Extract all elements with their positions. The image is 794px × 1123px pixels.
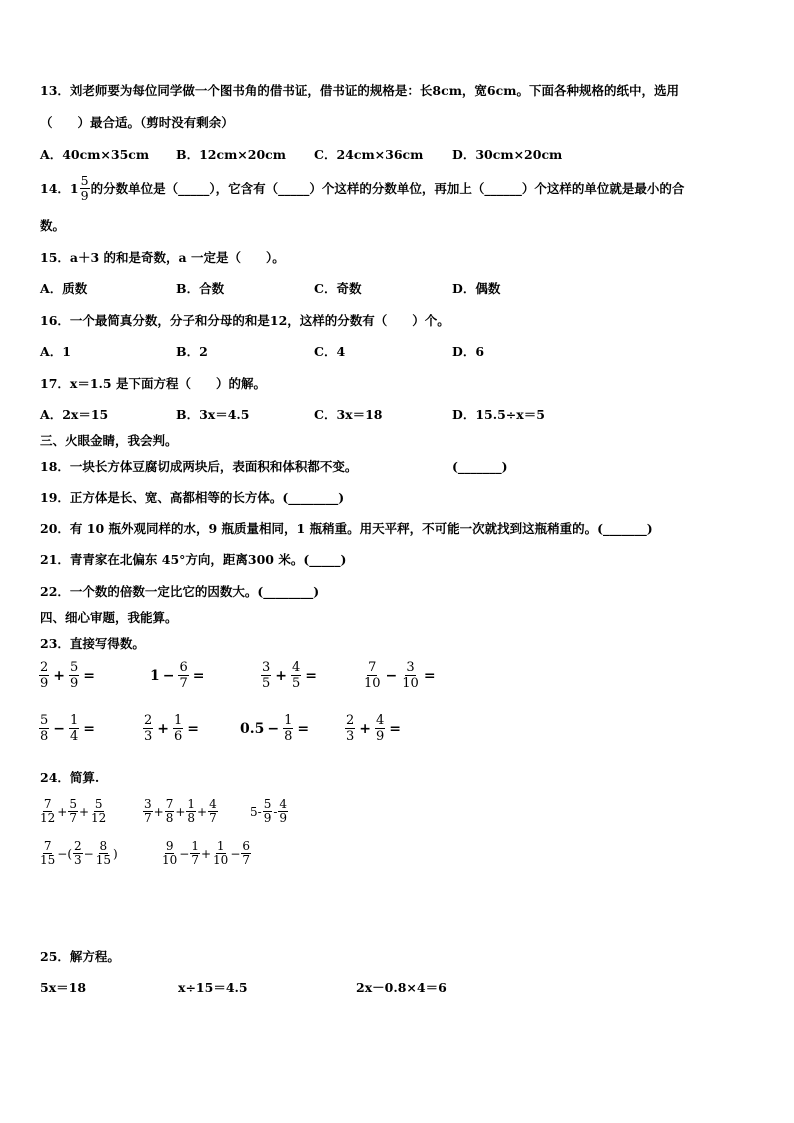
- denominator: 7: [69, 811, 77, 825]
- fraction: [143, 798, 153, 825]
- math-operator: 0.5: [240, 720, 265, 737]
- math-operator: =: [83, 720, 96, 737]
- numerator: 8: [99, 839, 108, 853]
- math-operator: =: [389, 720, 402, 737]
- denominator: 8: [284, 729, 293, 744]
- section-4-heading: 四、细心审题，我能算。: [40, 610, 178, 625]
- q15-stem: 15．a＋3 的和是奇数，a 一定是（ ）。: [40, 250, 285, 265]
- q13-option-a: A．40cm×35cm: [40, 147, 150, 162]
- denominator: 7: [144, 811, 152, 825]
- fraction: [39, 798, 56, 825]
- numerator: 6: [179, 660, 188, 675]
- numerator: 2: [144, 713, 153, 728]
- q18-answer-blank[interactable]: (_______): [452, 459, 508, 474]
- q25-title: 25．解方程。: [40, 949, 120, 964]
- math-operator: 5-: [250, 804, 262, 819]
- numerator: 2: [40, 660, 49, 675]
- numerator: 5: [80, 173, 89, 188]
- math-operator: +: [275, 667, 288, 684]
- section-3-heading: 三、火眼金睛，我会判。: [40, 433, 178, 448]
- q23-item-6: [142, 713, 202, 744]
- q15-option-d: D．偶数: [452, 281, 501, 296]
- q17-option-a: A．2x＝15: [40, 407, 109, 422]
- fraction: [69, 660, 79, 691]
- numerator: 1: [70, 713, 79, 728]
- numerator: 4: [209, 797, 217, 811]
- math-operator: −: [267, 720, 280, 737]
- numerator: 3: [144, 797, 152, 811]
- math-operator: −: [385, 667, 398, 684]
- denominator: 8: [187, 811, 196, 825]
- q17-option-c: C．3x＝18: [314, 407, 383, 422]
- q16-option-c: C．4: [314, 344, 346, 359]
- denominator: 10: [162, 853, 178, 867]
- fraction: [263, 798, 273, 825]
- math-operator: −(: [57, 846, 73, 861]
- denominator: 7: [209, 811, 217, 825]
- denominator: 7: [191, 853, 199, 867]
- numerator: 4: [279, 797, 288, 811]
- denominator: 5: [292, 676, 301, 691]
- fraction: [283, 713, 293, 744]
- math-operator: +: [197, 804, 208, 819]
- q13-option-d: D．30cm×20cm: [452, 147, 563, 162]
- denominator: 3: [144, 729, 153, 744]
- denominator: 6: [174, 729, 183, 744]
- numerator: 5: [94, 797, 103, 811]
- numerator: 9: [165, 839, 174, 853]
- q14-mixed-integer: 1: [69, 180, 79, 196]
- math-operator: ): [113, 846, 118, 861]
- fraction: [190, 840, 200, 867]
- denominator: 9: [80, 188, 89, 203]
- denominator: 3: [74, 853, 82, 867]
- math-operator: =: [187, 720, 200, 737]
- math-operator: =: [423, 667, 436, 684]
- fraction: [363, 660, 382, 691]
- numerator: 6: [242, 839, 251, 853]
- math-operator: −: [53, 720, 66, 737]
- q16-option-b: B．2: [176, 344, 208, 359]
- fraction: [73, 840, 83, 867]
- q23-item-2: [150, 660, 208, 691]
- numerator: 1: [174, 713, 183, 728]
- denominator: 10: [213, 853, 229, 867]
- fraction: [241, 840, 251, 867]
- fraction: [173, 713, 183, 744]
- fraction: [178, 660, 188, 691]
- q23-item-8: [344, 713, 404, 744]
- numerator: 1: [216, 839, 225, 853]
- q24-expr-5: [160, 840, 252, 867]
- numerator: 1: [191, 839, 199, 853]
- q14-stem-line1: [40, 174, 684, 203]
- numerator: 4: [376, 713, 385, 728]
- q16-stem: 16．一个最简真分数，分子和分母的和是12，这样的分数有（ ）个。: [40, 313, 450, 328]
- q23-item-7: [240, 713, 312, 744]
- numerator: 5: [69, 797, 77, 811]
- numerator: 7: [368, 660, 377, 675]
- denominator: 10: [364, 676, 381, 691]
- numerator: 1: [187, 797, 196, 811]
- q23-item-5: [38, 713, 98, 744]
- q23-item-3: [260, 660, 320, 691]
- math-operator: +: [153, 804, 164, 819]
- numerator: 5: [40, 713, 49, 728]
- fraction: [161, 840, 178, 867]
- math-operator: −: [83, 846, 94, 861]
- q21-stem: 21．青青家在北偏东 45°方向，距离300 米。(_____): [40, 552, 347, 567]
- numerator: 2: [346, 713, 355, 728]
- math-operator: +: [78, 804, 90, 819]
- numerator: 2: [74, 839, 82, 853]
- denominator: 10: [402, 676, 419, 691]
- math-operator: −: [162, 667, 175, 684]
- denominator: 8: [165, 811, 174, 825]
- math-operator: 1: [150, 667, 160, 684]
- fraction: [186, 798, 196, 825]
- q17-stem: 17．x＝1.5 是下面方程（ ）的解。: [40, 376, 266, 391]
- denominator: 15: [95, 853, 112, 867]
- q24-expr-1: [38, 798, 108, 825]
- q25-equation-3: 2x－0.8×4＝6: [356, 980, 447, 995]
- math-operator: +: [57, 804, 68, 819]
- q25-equation-1: 5x＝18: [40, 980, 87, 995]
- denominator: 15: [40, 853, 56, 867]
- numerator: 3: [262, 660, 271, 675]
- q15-option-a: A．质数: [40, 281, 88, 296]
- numerator: 5: [70, 660, 79, 675]
- numerator: 7: [43, 797, 52, 811]
- q19-stem: 19．正方体是长、宽、高都相等的长方体。(________): [40, 490, 345, 505]
- fraction: [401, 660, 420, 691]
- fraction: [165, 798, 175, 825]
- q20-stem: 20．有 10 瓶外观同样的水，9 瓶质量相同，1 瓶稍重。用天平秤，不可能一次就找到这瓶稍重的。(_______): [40, 521, 653, 536]
- q22-stem: 22．一个数的倍数一定比它的因数大。(________): [40, 584, 320, 599]
- math-operator: =: [192, 667, 205, 684]
- q24-expr-3: [250, 798, 289, 825]
- q14-stem-line2: 数。: [40, 218, 66, 233]
- denominator: 7: [179, 676, 188, 691]
- q18-stem: 18．一块长方体豆腐切成两块后，表面积和体积都不变。: [40, 459, 358, 474]
- math-operator: -: [273, 804, 278, 819]
- q13-option-c: C．24cm×36cm: [314, 147, 424, 162]
- fraction: [208, 798, 218, 825]
- numerator: 7: [165, 797, 174, 811]
- fraction: [375, 713, 385, 744]
- denominator: 3: [346, 729, 355, 744]
- q14-mixed-fraction: [80, 174, 90, 203]
- q17-option-b: B．3x＝4.5: [176, 407, 250, 422]
- fraction: [39, 660, 49, 691]
- fraction: [39, 713, 49, 744]
- numerator: 3: [406, 660, 415, 675]
- denominator: 9: [263, 811, 272, 825]
- q24-expr-4: [38, 840, 118, 867]
- denominator: 9: [279, 811, 288, 825]
- math-operator: −: [230, 846, 241, 861]
- denominator: 9: [376, 729, 385, 744]
- fraction: [39, 840, 56, 867]
- q23-title: 23．直接写得数。: [40, 636, 145, 651]
- q16-option-a: A．1: [40, 344, 71, 359]
- math-operator: −: [179, 846, 190, 861]
- q14-number: 14．: [40, 180, 70, 196]
- q23-item-1: [38, 660, 98, 691]
- denominator: 9: [40, 676, 49, 691]
- denominator: 12: [40, 811, 56, 825]
- math-operator: =: [297, 720, 310, 737]
- q24-title: 24．简算.: [40, 770, 100, 785]
- fraction: [90, 798, 107, 825]
- fraction: [278, 798, 288, 825]
- numerator: 1: [284, 713, 293, 728]
- q23-item-4: [362, 660, 439, 691]
- fraction: [69, 713, 79, 744]
- fraction: [261, 660, 271, 691]
- fraction: [212, 840, 229, 867]
- fraction: [68, 798, 78, 825]
- math-operator: =: [305, 667, 318, 684]
- denominator: 7: [242, 853, 251, 867]
- q15-option-c: C．奇数: [314, 281, 362, 296]
- denominator: 8: [40, 729, 49, 744]
- fraction: [95, 840, 112, 867]
- q24-expr-2: [142, 798, 219, 825]
- denominator: 9: [70, 676, 79, 691]
- numerator: 5: [263, 797, 272, 811]
- denominator: 12: [91, 811, 107, 825]
- fraction: [291, 660, 301, 691]
- fraction: [345, 713, 355, 744]
- numerator: 7: [43, 839, 52, 853]
- q13-option-b: B．12cm×20cm: [176, 147, 287, 162]
- fraction: [143, 713, 153, 744]
- q17-option-d: D．15.5÷x＝5: [452, 407, 545, 422]
- q25-equation-2: x÷15＝4.5: [178, 980, 248, 995]
- q13-stem-line2: （ ）最合适。（剪时没有剩余）: [40, 115, 234, 130]
- math-operator: +: [200, 846, 212, 861]
- math-operator: +: [53, 667, 66, 684]
- q14-stem-text: 的分数单位是（_____），它含有（_____）个这样的分数单位，再加上（______）个这样的单位就是最小的合: [90, 180, 685, 196]
- q16-option-d: D．6: [452, 344, 485, 359]
- denominator: 4: [70, 729, 79, 744]
- math-operator: +: [157, 720, 170, 737]
- q15-option-b: B．合数: [176, 281, 225, 296]
- numerator: 4: [292, 660, 301, 675]
- denominator: 5: [262, 676, 271, 691]
- math-operator: +: [359, 720, 372, 737]
- math-operator: =: [83, 667, 96, 684]
- q13-stem-line1: 13．刘老师要为每位同学做一个图书角的借书证，借书证的规格是：长8cm，宽6cm。下面各种规格的纸中，选用: [40, 83, 679, 98]
- math-operator: +: [175, 804, 186, 819]
